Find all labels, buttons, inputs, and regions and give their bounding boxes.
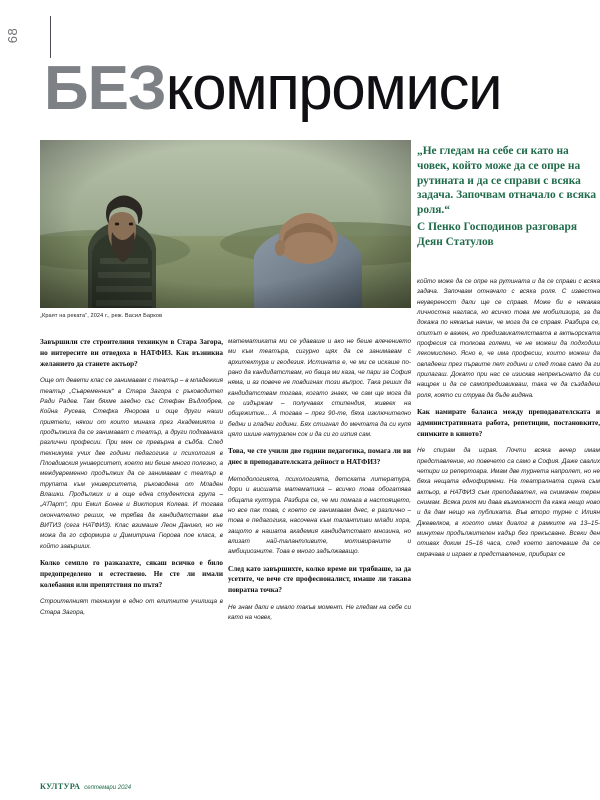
interview-answer: Още от девети клас се занимавам с театър – в младежкия театър „Съвременник“ в Стара Загора с ръководител Ради Радев. Там бяхме заедно със Стефан Въдлобрев, Койна Русева, Стефка Янорова и още други наши приятели, някои от които минаха през Академията и продължиха да се занимават с театър, а други подхванаха различни професии. При мен се превърна в съдба. След техникума учих две години педагогика и психология в Пловдивския университет, което ми беше много полезно, а междувременно продължих да се занимавам с театър в трупата към университета, ръководена от Младен Влашки. Продължих и в още една студентска група – „А’Парт“, при Емил Бонев и Виктория Колева. И тогава окончателно реших, че трябва да кандидатствам във ВИТИЗ (сега НАТФИЗ). Клас взимаше Леон Даниел, но не можа да го сформира и Димитрина Гюрова пое класа, в който завърших. xyxy=(40,377,223,550)
interview-answer: Не спирам да играя. Почти всяка вечер имам представление, но повечето са само в София. Даже свалих четири из репертоара. Имам две турнета напролет, но не бяха нещата еднофирмени. На театралната сцена съм актьор, в НАТФИЗ съм преподавател, на снимачен терен снимам. Всяка роля ми дава възможност да кажа нещо ново и да дам нещо на публиката. Във второ турне с Илиян Джевелков, в когото имах диалог в рамките на 13–15-минутен продължителен кадър без прекъсване. Всеки ден отивах доким 15–16 часа, след което започваше да се смрачава и играех в представление, прибирах се xyxy=(417,447,600,558)
interview-question: Колко семпло го разказахте, сякаш всичко е било предопределено и естествено. Не сте ли имали колебания или препятствия по пътя? xyxy=(40,558,223,589)
interview-question: Как намирате баланса между преподавателската и административната работа, репетиции, постановките, снимките в киното? xyxy=(417,407,600,438)
interview-answer: Методологията, психологията, детската литература, дори и висшата математика – всичко това обогатява общата култура. Разбира се, че ми помага в настоящето, но все пак това, с което се занимавам днес, е различно – това е педагогика, насочена към талантливи млади хора, защото в нашата академия кандидатстват мнозина, но влизат най-талантливите, мотивираните и амбициозните. Това е много задължаващо. xyxy=(228,475,411,556)
pull-quote-attribution: С Пенко Господинов разговаря Деян Статулов xyxy=(417,221,577,248)
interview-question: Това, че сте учили две години педагогика, помага ли ви днес в преподавателската дейност в НАТФИЗ? xyxy=(228,447,411,467)
text-column-1 xyxy=(40,337,223,767)
text-column-2 xyxy=(228,337,411,767)
article-photo xyxy=(40,140,411,308)
photo-caption: „Краят на реката“, 2024 г., реж. Васил Барков xyxy=(40,313,163,319)
page-title xyxy=(44,54,502,123)
page-title-secondary: компромиси xyxy=(165,54,502,123)
interview-answer: Строителният техникум е едно от елитните училища в Стара Загора, xyxy=(40,598,223,616)
page-number: 68 xyxy=(5,27,21,44)
photo-illustration xyxy=(40,140,411,308)
interview-answer: математиката ми се удаваше и ако не беше влечението ми към театъра, сигурно щях да се занимавам с архитектура и геодезия. Истината е, че ми се искаше по-рано да кандидатствам, но баща ми каза, че пари за София няма, и аз повече не повдигнах този въпрос. Така реших да кандидатствам тогава, когато знаех, че сам ще мога да се издържам – получавах стипендия, живеех на общежитие... А тогава – през 90-те, бяха изключително бедни и гладни години. Бях стигнал до мечтата да си купя цяло шише натурален сок и да си го изпия сам. xyxy=(228,338,411,438)
footer-brand: КУЛТУРА xyxy=(40,782,81,791)
interview-question: Завършили сте строителния техникум в Стара Загора, но интересите ви отведоха в НАТФИЗ. Как възникна желанието да станете актьор? xyxy=(40,338,223,368)
page-title-primary: БЕЗ xyxy=(44,54,166,123)
page-footer xyxy=(40,782,131,791)
interview-question: След като завършихте, колко време ви трябваше, за да усетите, че вече сте професионалист, имаше ли такава повратна точка? xyxy=(228,564,411,595)
pull-quote-text: „Не гледам на себе си като на човек, който може да се опре на рутината и да се справи с всяка задача. Започвам отначало с всяка роля.“ xyxy=(417,145,597,217)
text-column-3 xyxy=(417,277,600,767)
interview-answer: който може да се опре на рутината и да се справи с всяка задача. Започвам отначало с всяка роля. С известна неувереност дали ще се справя. Може би е някаква личностна нагласа, но всичко това ме мобилизира, за да докажа по някакъв начин, че мога да се справя. Разбира се, опитът е важен, но предизвикателствата в актьорската професия са толкова големи, че не можеш да подходиш лекомислено. Ясно е, че има професии, които можеш да овладееш през първите пет години и след това само да ги прилагаш. Докато при нас се изисква непрекъснато да си нащрек и да се самопредизвикваш, така че да създадеш роля, която си струва да бъде видяна. xyxy=(417,278,600,399)
folio-rule xyxy=(50,16,51,58)
footer-date: септември 2024 xyxy=(84,785,132,791)
pull-quote xyxy=(417,144,597,250)
interview-answer: Не знам дали е имало такъв момент. Не гледам на себе си като на човек, xyxy=(228,603,411,622)
